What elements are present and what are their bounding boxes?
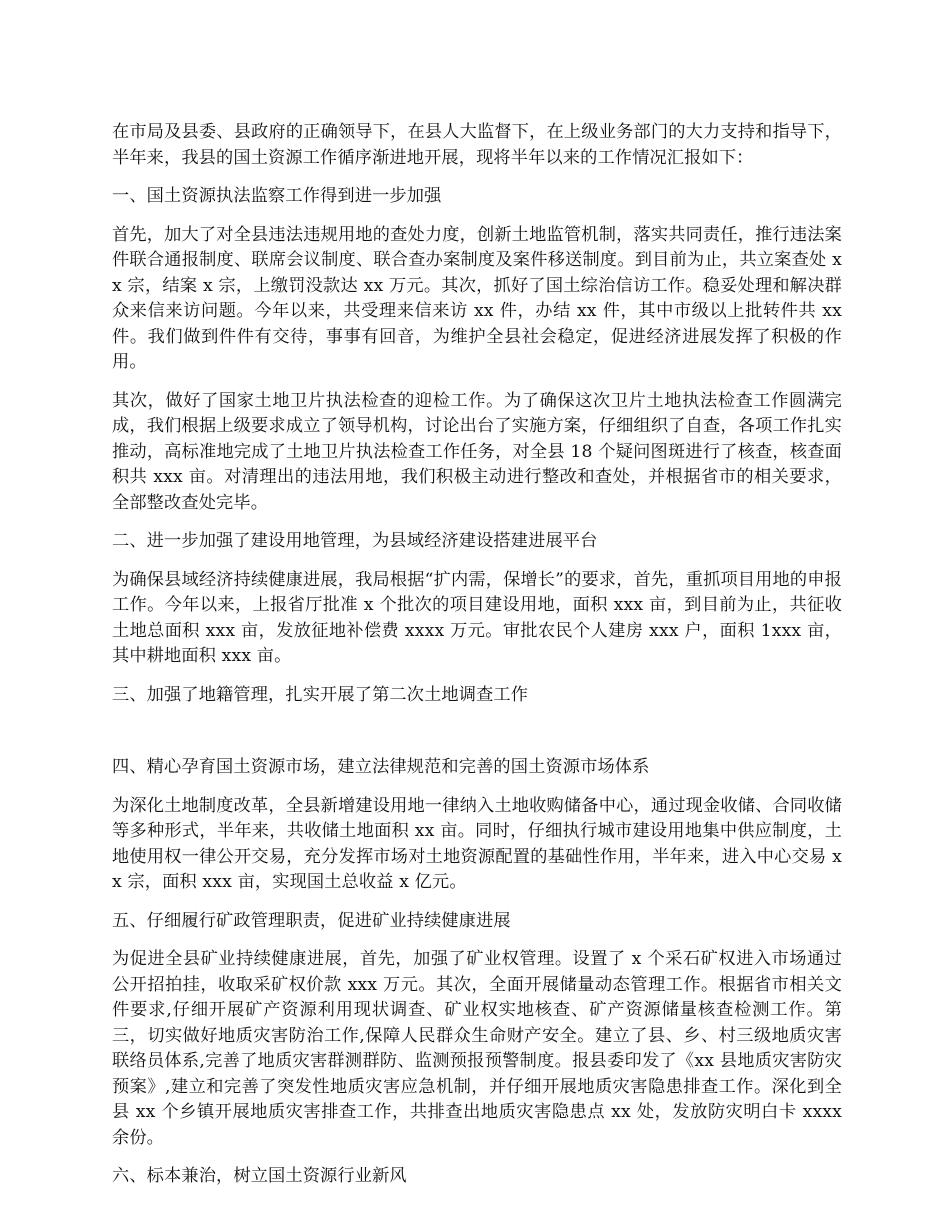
section-4-paragraph-1: 为深化土地制度改革，全县新增建设用地一律纳入土地收购储备中心，通过现金收储、合同收储等多种形式，半年来，共收储土地面积 xx 亩。同时，仔细执行城市建设用地集中供应制度，土地使用权一律公开交易，充分发挥市场对土地资源配置的基础性作用，半年来，进入中心交易 xx 宗，面积 xxx 亩，实现国土总收益 x 亿元。 xyxy=(112,795,842,892)
section-5-paragraph-1: 为促进全县矿业持续健康进展，首先，加强了矿业权管理。设置了 x 个采石矿权进入市场通过公开招拍挂，收取采矿权价款 xxx 万元。其次，全面开展储量动态管理工作。根据省市相关文件要求,仔细开展矿产资源利用现状调查、矿业权实地核查、矿产资源储量核查检测工作。第三，切实做好地质灾害防治工作,保障人民群众生命财产安全。建立了县、乡、村三级地质灾害联络员体系,完善了地质灾害群测群防、监测预报预警制度。报县委印发了《xx 县地质灾害防灾预案》,建立和完善了突发性地质灾害应急机制，并仔细开展地质灾害隐患排查工作。深化到全县 xx 个乡镇开展地质灾害排查工作，共排查出地质灾害隐患点 xx 处，发放防灾明白卡 xxxx 余份。 xyxy=(112,949,842,1148)
section-4-heading: 四、精心孕育国土资源市场，建立法律规范和完善的国土资源市场体系 xyxy=(112,757,650,777)
section-2-heading: 二、进一步加强了建设用地管理，为县域经济建设搭建进展平台 xyxy=(112,531,598,551)
section-1-paragraph-1: 首先，加大了对全县违法违规用地的查处力度，创新土地监管机制，落实共同责任，推行违法案件联合通报制度、联席会议制度、联合查办案制度及案件移送制度。到目前为止，共立案查处 xx 宗，结案 x 宗，上缴罚没款达 xx 万元。其次，抓好了国土综治信访工作。稳妥处理和解决群众来信来访问题。今年以来，共受理来信来访 xx 件，办结 xx 件，其中市级以上批转件共 xx 件。我们做到件件有交待，事事有回音，为维护全县社会稳定，促进经济进展发挥了积极的作用。 xyxy=(112,224,842,372)
section-5-heading: 五、仔细履行矿政管理职责，促进矿业持续健康进展 xyxy=(112,910,511,931)
blank-space xyxy=(112,721,842,755)
section-2-paragraph-1: 为确保县域经济持续健康进展，我局根据“扩内需，保增长”的要求，首先，重抓项目用地的申报工作。今年以来，上报省厅批准 x 个批次的项目建设用地，面积 xxx 亩，到目前为止，共征收土地总面积 xxx 亩，发放征地补偿费 xxxx 万元。审批农民个人建房 xxx 户，面积 1xxx 亩，其中耕地面积 xxx 亩。 xyxy=(112,569,842,666)
intro-paragraph: 在市局及县委、县政府的正确领导下，在县人大监督下，在上级业务部门的大力支持和指导下，半年来，我县的国土资源工作循序渐进地开展，现将半年以来的工作情况汇报如下： xyxy=(112,122,842,168)
document-body xyxy=(112,120,842,1203)
section-6-heading: 六、标本兼治，树立国土资源行业新风 xyxy=(112,1166,407,1186)
section-3-heading: 三、加强了地籍管理，扎实开展了第二次土地调查工作 xyxy=(112,684,529,705)
section-1-paragraph-2: 其次，做好了国家土地卫片执法检查的迎检工作。为了确保这次卫片土地执法检查工作圆满完成，我们根据上级要求成立了领导机构，讨论出台了实施方案，仔细组织了自查，各项工作扎实推动，高标准地完成了土地卫片执法检查工作任务，对全县 18 个疑问图斑进行了核查，核查面积共 xxx 亩。对清理出的违法用地，我们积极主动进行整改和查处，并根据省市的相关要求，全部整改查处完毕。 xyxy=(112,390,842,513)
section-1-heading: 一、国土资源执法监察工作得到进一步加强 xyxy=(112,186,442,206)
